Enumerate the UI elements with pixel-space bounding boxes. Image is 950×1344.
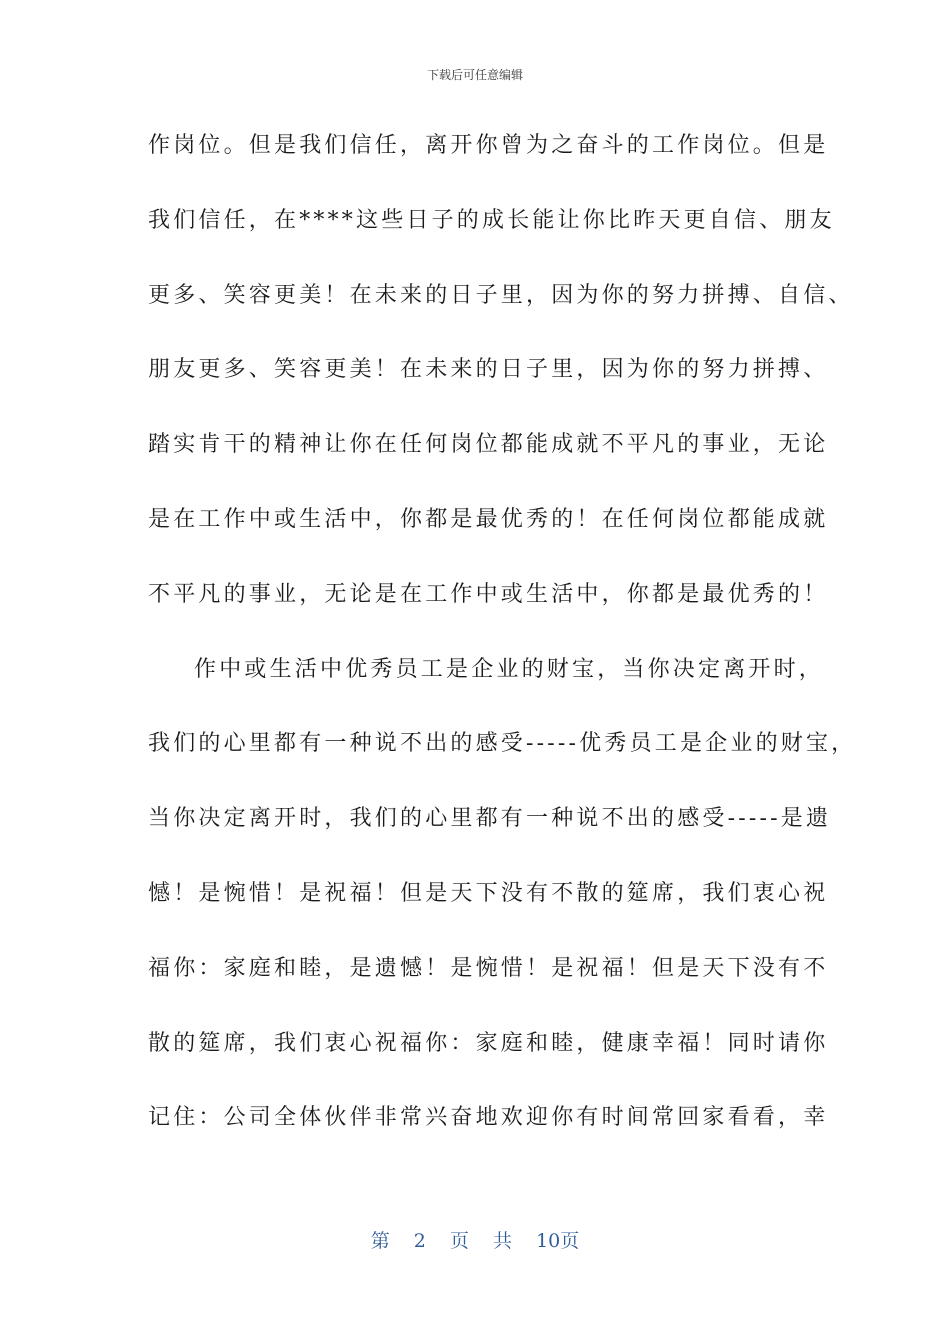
body-line-8: 作中或生活中优秀员工是企业的财宝，当你决定离开时， xyxy=(194,656,825,682)
body-line-2: 我们信任，在****这些日子的成长能让你比昨天更自信、朋友 xyxy=(148,207,835,233)
document-body xyxy=(148,122,857,1169)
footer-prefix: 第 xyxy=(370,1230,390,1252)
body-line-7: 不平凡的事业，无论是在工作中或生活中，你都是最优秀的！ xyxy=(148,581,829,607)
body-line-3: 更多、笑容更美！在未来的日子里，因为你的努力拼搏、自信、 xyxy=(148,282,854,308)
footer-page-number: 2 xyxy=(413,1230,426,1252)
body-line-6: 是在工作中或生活中，你都是最优秀的！在任何岗位都能成就 xyxy=(148,506,829,532)
body-line-1: 作岗位。但是我们信任，离开你曾为之奋斗的工作岗位。但是 xyxy=(148,133,829,158)
page-header: 下载后可任意编辑 xyxy=(426,68,523,82)
body-line-5: 踏实肯干的精神让你在任何岗位都能成就不平凡的事业，无论 xyxy=(148,432,829,458)
body-line-13: 散的筵席，我们衷心祝福你：家庭和睦，健康幸福！同时请你 xyxy=(148,1030,829,1056)
body-line-14: 记住：公司全体伙伴非常兴奋地欢迎你有时间常回家看看，幸 xyxy=(148,1105,829,1131)
footer-page-label: 页 xyxy=(449,1230,469,1252)
footer-total-label: 共 xyxy=(493,1230,513,1252)
body-line-10: 当你决定离开时，我们的心里都有一种说不出的感受-----是遗 xyxy=(148,806,832,832)
body-line-11: 憾！是惋惜！是祝福！但是天下没有不散的筵席，我们衷心祝 xyxy=(148,880,829,906)
body-line-9: 我们的心里都有一种说不出的感受-----优秀员工是企业的财宝， xyxy=(148,731,857,757)
footer-total-pages: 10页 xyxy=(536,1230,580,1252)
page-footer xyxy=(0,1226,950,1253)
body-line-12: 福你：家庭和睦，是遗憾！是惋惜！是祝福！但是天下没有不 xyxy=(148,955,829,981)
body-line-4: 朋友更多、笑容更美！在未来的日子里，因为你的努力拼搏、 xyxy=(148,357,829,383)
